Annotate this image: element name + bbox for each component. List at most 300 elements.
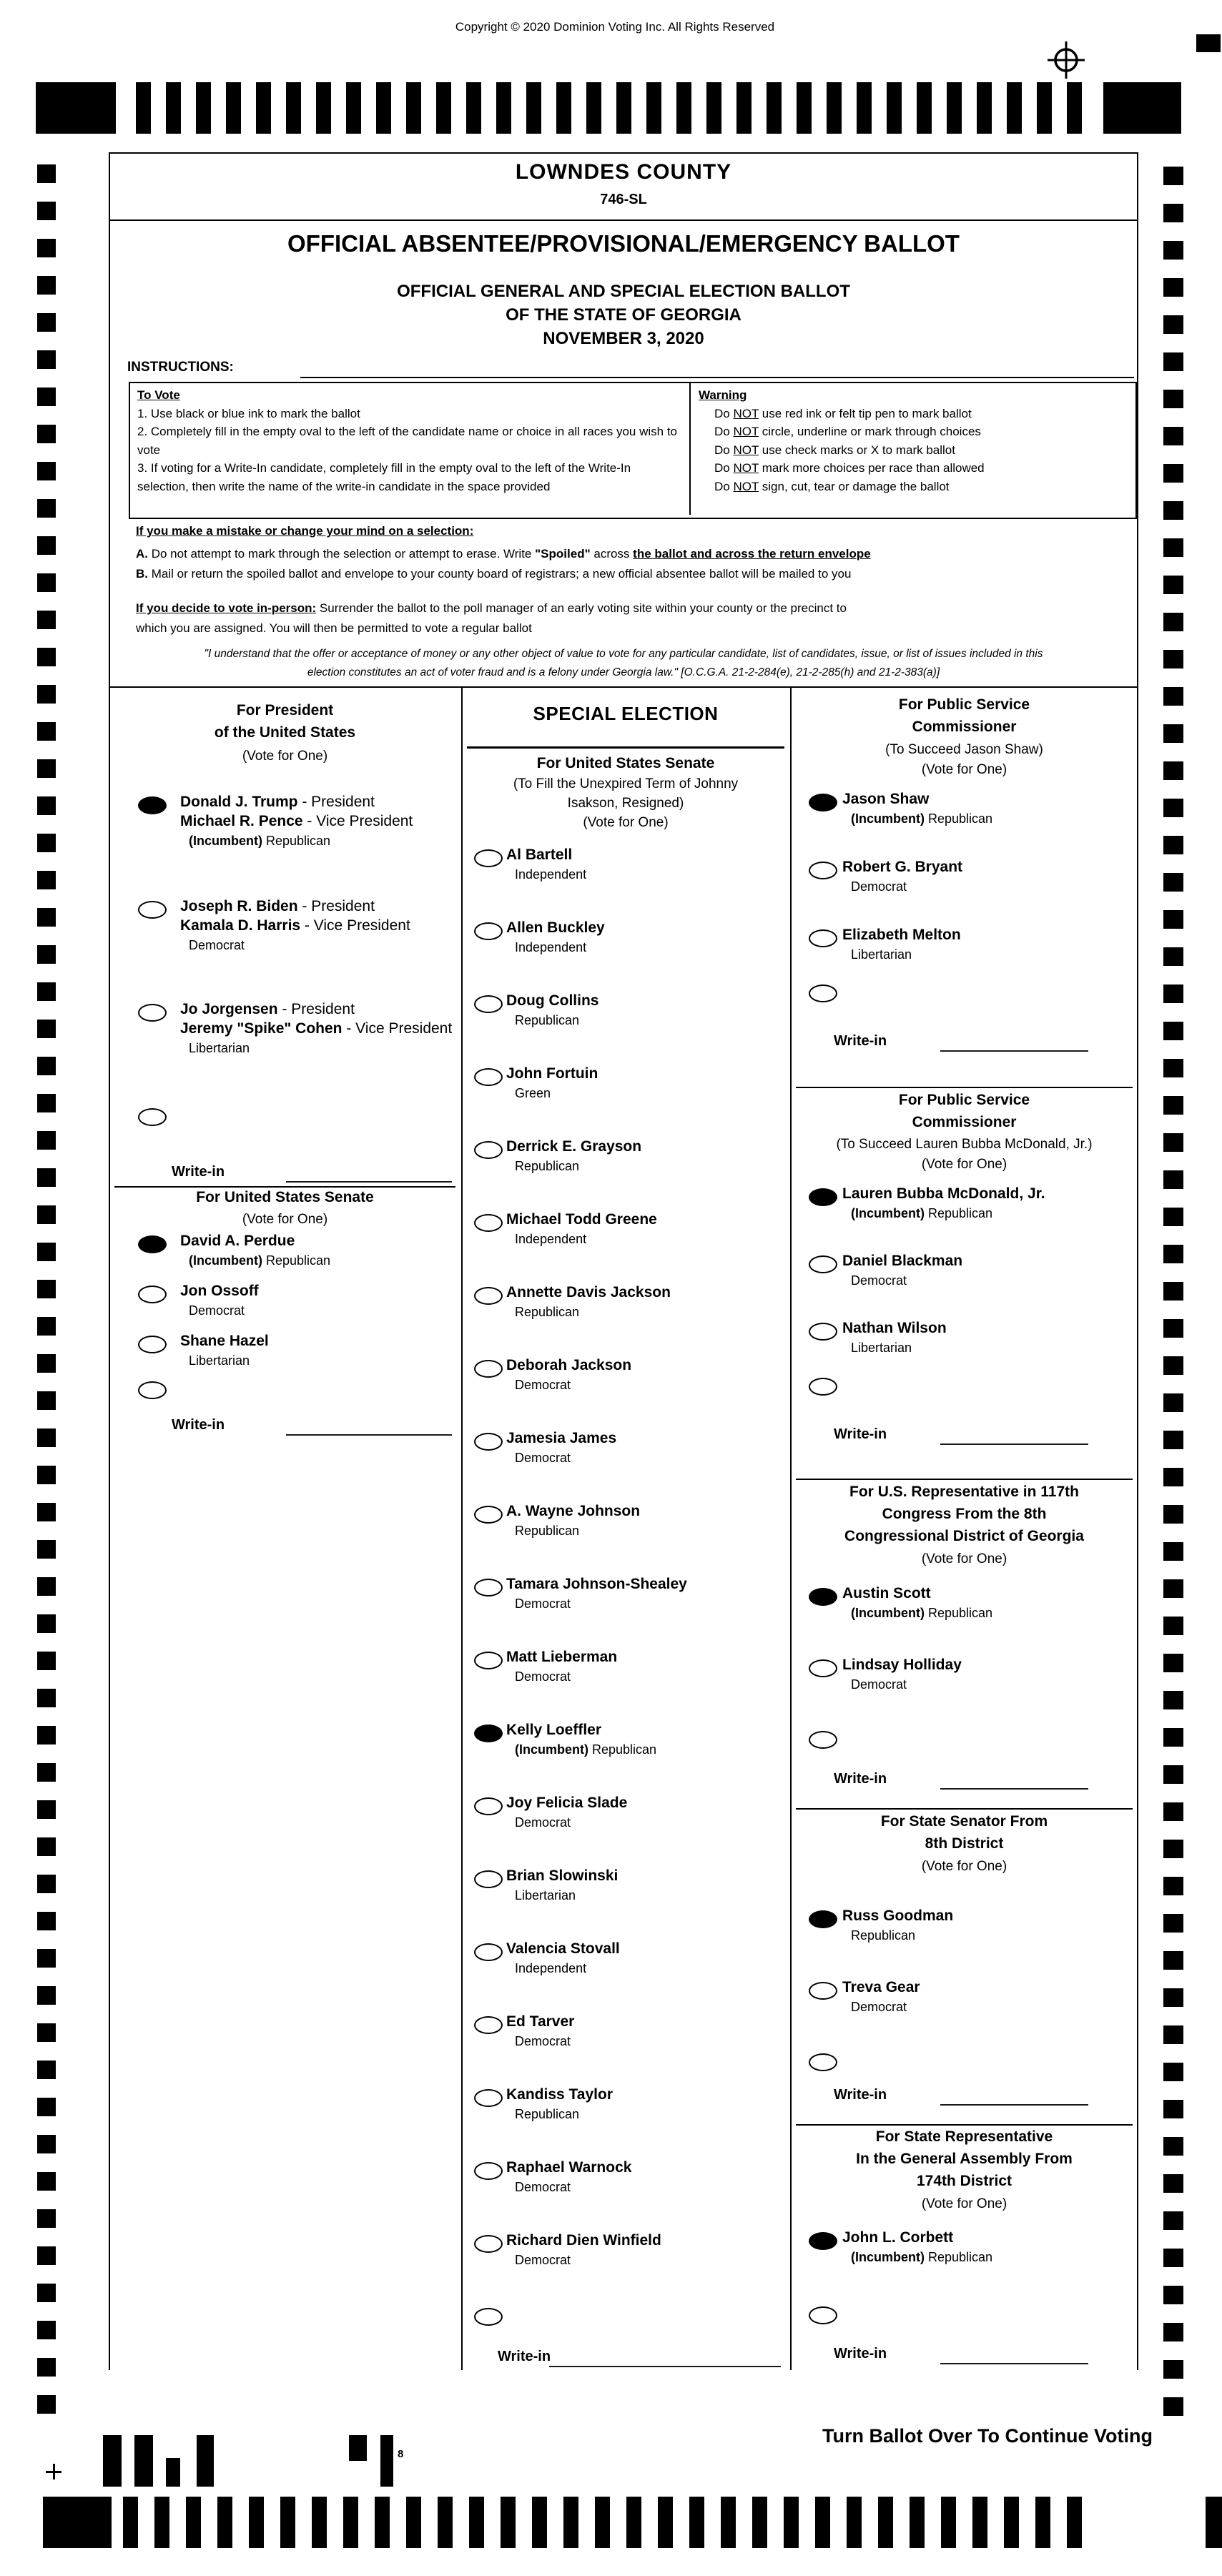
special-election-banner-rule (467, 746, 784, 749)
race-title-line: For U.S. Representative in 117th (849, 1484, 1079, 1500)
timing-mark (37, 2098, 56, 2116)
writein-label: Write-in (498, 2349, 551, 2364)
timing-mark (37, 2023, 56, 2042)
timing-mark (1163, 650, 1183, 668)
timing-mark (1007, 82, 1022, 134)
race-subtitle-line: Isakson, Resigned) (567, 796, 684, 811)
oval-psc-shaw-0[interactable] (809, 794, 837, 811)
candidate-name: Nathan Wilson (842, 1320, 947, 1336)
candidate-name: A. Wayne Johnson (506, 1503, 641, 1519)
oval-us-senate-special-11[interactable] (474, 1652, 503, 1669)
candidate-party: Democrat (515, 2253, 571, 2267)
timing-mark (136, 82, 151, 134)
timing-mark (1163, 687, 1183, 706)
timing-mark (1163, 1877, 1183, 1895)
oval-us-senate-special-14[interactable] (474, 1870, 503, 1888)
oval-state-senate-8-1[interactable] (809, 1982, 837, 2000)
timing-mark (1163, 984, 1183, 1003)
oval-us-senate-2[interactable] (138, 1336, 167, 1353)
candidate-name: Deborah Jackson (506, 1357, 632, 1373)
timing-mark (37, 1503, 56, 1521)
timing-mark (37, 722, 56, 741)
race-title-line: For United States Senate (536, 755, 715, 771)
timing-mark (1163, 2211, 1183, 2230)
timing-mark (375, 2497, 390, 2548)
candidate-name: Austin Scott (842, 1585, 931, 1602)
timing-mark (1163, 1431, 1183, 1449)
candidate-party: Libertarian (515, 1888, 576, 1903)
candidate-name: Richard Dien Winfield (506, 2232, 661, 2249)
candidate-name: Jeremy "Spike" Cohen - Vice President (180, 1020, 453, 1037)
timing-mark (977, 82, 992, 134)
mistake-b-label: B. (136, 567, 148, 581)
candidate-name: Joy Felicia Slade (506, 1795, 628, 1811)
timing-mark (37, 462, 56, 480)
candidate-party: Democrat (189, 1303, 245, 1318)
candidate-name: Matt Lieberman (506, 1649, 618, 1665)
candidate-party: Independent (515, 867, 587, 882)
candidate-name: Annette Davis Jackson (506, 1284, 671, 1301)
oval-psc-mcdonald-0[interactable] (809, 1188, 837, 1206)
race-subtitle-line: (Vote for One) (921, 1551, 1007, 1566)
oval-us-senate-writein[interactable] (138, 1381, 167, 1399)
candidate-name: Elizabeth Melton (842, 927, 961, 943)
candidate-party: (Incumbent) Republican (515, 1742, 657, 1757)
in-person-line1: If you decide to vote in-person: Surrender the ballot to the poll manager of an early voting site within your county or the precinct to (136, 601, 847, 615)
candidate-party: Republican (515, 1524, 580, 1538)
timing-mark (563, 2497, 578, 2548)
writein-line[interactable] (940, 1050, 1088, 1052)
candidate-party: Independent (515, 1232, 587, 1246)
in-person-line2: which you are assigned. You will then be permitted to vote a regular ballot (136, 621, 532, 635)
race-subtitle-line: (To Succeed Lauren Bubba McDonald, Jr.) (836, 1137, 1093, 1152)
timing-mark (1163, 2286, 1183, 2304)
timing-mark (37, 1354, 56, 1373)
oval-us-senate-special-13[interactable] (474, 1797, 503, 1815)
candidate-party: (Incumbent) Republican (851, 2250, 993, 2264)
timing-mark (616, 82, 631, 134)
timing-mark (1163, 1096, 1183, 1115)
timing-mark (37, 982, 56, 1001)
timing-mark (1163, 315, 1183, 334)
candidate-name: Al Bartell (506, 847, 573, 863)
oval-us-rep-8-writein[interactable] (809, 1731, 837, 1749)
election-title-line1: OFFICIAL GENERAL AND SPECIAL ELECTION BALLOT (397, 282, 850, 301)
timing-mark (887, 82, 902, 134)
timing-mark (496, 82, 511, 134)
timing-mark-block (36, 82, 116, 134)
oval-us-senate-special-18[interactable] (474, 2162, 503, 2180)
oval-us-senate-0[interactable] (138, 1235, 167, 1253)
timing-mark (736, 82, 752, 134)
timing-mark (37, 2135, 56, 2153)
race-title-line: For State Representative (875, 2128, 1053, 2145)
writein-label: Write-in (834, 1771, 887, 1787)
candidate-name: David A. Perdue (180, 1233, 295, 1249)
oval-president-writein[interactable] (138, 1108, 167, 1126)
oval-psc-mcdonald-2[interactable] (809, 1323, 837, 1341)
candidate-party: Independent (515, 940, 587, 954)
timing-mark (37, 611, 56, 629)
candidate-name: John Fortuin (506, 1065, 598, 1082)
timing-mark (1163, 1282, 1183, 1301)
writein-line[interactable] (549, 2366, 781, 2367)
oval-psc-mcdonald-writein[interactable] (809, 1378, 837, 1396)
timing-mark (37, 1540, 56, 1559)
candidate-party: Democrat (515, 1815, 571, 1830)
candidate-party: Libertarian (189, 1041, 250, 1055)
column-divider-1 (461, 688, 463, 2370)
candidate-party: Republican (515, 1159, 580, 1173)
timing-mark (917, 82, 932, 134)
timing-mark (280, 2497, 295, 2548)
timing-mark-block (1206, 2497, 1222, 2548)
timing-mark (972, 2497, 987, 2548)
timing-mark (1035, 2497, 1050, 2548)
candidate-name: Treva Gear (842, 1979, 920, 1995)
race-subtitle-line: (To Succeed Jason Shaw) (885, 742, 1043, 757)
writein-line[interactable] (940, 2363, 1088, 2364)
timing-mark (827, 82, 842, 134)
ballot-border-left (109, 152, 110, 2370)
race-separator (796, 1087, 1133, 1088)
race-subtitle-line: (Vote for One) (242, 749, 328, 764)
timing-mark (37, 1577, 56, 1596)
instructions-bottom-rule (109, 686, 1138, 688)
race-separator (114, 1186, 455, 1188)
oval-state-senate-8-writein[interactable] (809, 2053, 837, 2071)
candidate-name: Lindsay Holliday (842, 1657, 962, 1673)
oval-us-senate-special-12[interactable] (474, 1724, 503, 1742)
timing-mark (1163, 1133, 1183, 1152)
oval-us-senate-special-9[interactable] (474, 1506, 503, 1524)
oval-us-senate-special-3[interactable] (474, 1068, 503, 1086)
timing-mark (37, 239, 56, 257)
candidate-party: (Incumbent) Republican (851, 811, 993, 826)
registration-crosshair-icon (1043, 37, 1089, 83)
candidate-name: Kandiss Taylor (506, 2086, 613, 2103)
timing-mark (1163, 1914, 1183, 1933)
warning-item-5: Do NOT sign, cut, tear or damage the ballot (714, 479, 950, 493)
oval-state-rep-174-writein[interactable] (809, 2306, 837, 2324)
special-election-banner: SPECIAL ELECTION (533, 703, 719, 724)
oval-us-senate-special-10[interactable] (474, 1579, 503, 1597)
timing-mark (1163, 1393, 1183, 1412)
candidate-party: Republican (515, 1013, 580, 1027)
timing-mark (406, 2497, 421, 2548)
oval-state-rep-174-0[interactable] (809, 2232, 837, 2250)
race-subtitle-line: (To Fill the Unexpired Term of Johnny (513, 776, 739, 791)
timing-mark (37, 573, 56, 592)
timing-mark (37, 1243, 56, 1261)
to-vote-title: To Vote (137, 388, 180, 402)
timing-mark (1163, 1765, 1183, 1784)
oval-president-1[interactable] (138, 901, 167, 919)
timing-mark (316, 82, 331, 134)
timing-mark (37, 2172, 56, 2191)
timing-mark (1163, 1617, 1183, 1635)
timing-mark (526, 82, 541, 134)
timing-mark (1163, 204, 1183, 222)
oval-us-senate-special-4[interactable] (474, 1141, 503, 1159)
copyright-notice: Copyright © 2020 Dominion Voting Inc. All Rights Reserved (455, 20, 775, 34)
timing-mark (1163, 2137, 1183, 2156)
writein-line[interactable] (286, 1181, 452, 1183)
timing-mark (343, 2497, 358, 2548)
oval-psc-shaw-2[interactable] (809, 929, 837, 947)
oval-president-0[interactable] (138, 796, 167, 814)
oval-president-2[interactable] (138, 1004, 167, 1022)
instructions-label-rule (300, 377, 1134, 378)
warning-cell (699, 386, 1128, 495)
oval-psc-mcdonald-1[interactable] (809, 1255, 837, 1273)
writein-line[interactable] (940, 2104, 1088, 2106)
timing-mark (947, 82, 962, 134)
oval-us-senate-special-19[interactable] (474, 2235, 503, 2253)
timing-mark (689, 2497, 704, 2548)
timing-mark (37, 1466, 56, 1484)
oval-us-senate-special-6[interactable] (474, 1287, 503, 1305)
oval-us-senate-special-5[interactable] (474, 1214, 503, 1232)
race-title-line: 174th District (916, 2173, 1012, 2189)
candidate-party: Libertarian (189, 1353, 250, 1368)
timing-mark (767, 82, 782, 134)
timing-mark (1163, 2025, 1183, 2044)
race-subtitle-line: (Vote for One) (921, 762, 1007, 777)
mistake-a-label: A. (136, 547, 148, 561)
timing-mark (1163, 1468, 1183, 1486)
to-vote-cell (137, 386, 681, 495)
turn-ballot-over-text: Turn Ballot Over To Continue Voting (822, 2425, 1153, 2447)
timing-mark (154, 2497, 169, 2548)
header-rule (109, 219, 1138, 221)
oval-psc-shaw-writein[interactable] (809, 984, 837, 1002)
to-vote-items (137, 405, 681, 496)
timing-mark (752, 2497, 767, 2548)
mistake-item-a: A. Do not attempt to mark through the selection or attempt to erase. Write "Spoiled" across the ballot and across the return envelope (136, 547, 871, 561)
oval-us-rep-8-1[interactable] (809, 1659, 837, 1677)
candidate-name: Joseph R. Biden - President (180, 898, 375, 914)
candidate-party: (Incumbent) Republican (851, 1206, 993, 1220)
candidate-party: (Incumbent) Republican (851, 1606, 993, 1620)
timing-mark (37, 2395, 56, 2414)
timing-mark (37, 1763, 56, 1782)
timing-mark (1163, 1802, 1183, 1821)
candidate-name: Jason Shaw (842, 791, 930, 807)
timing-mark (37, 2358, 56, 2377)
writein-line[interactable] (286, 1434, 452, 1436)
timing-mark (501, 2497, 516, 2548)
candidate-name: Raphael Warnock (506, 2159, 632, 2176)
timing-mark (37, 1837, 56, 1856)
timing-mark (797, 82, 812, 134)
timing-mark (37, 1205, 56, 1224)
timing-mark (658, 2497, 673, 2548)
timing-mark (226, 82, 241, 134)
timing-mark (37, 1986, 56, 2005)
candidate-name: Lauren Bubba McDonald, Jr. (842, 1185, 1045, 1202)
timing-mark (595, 2497, 610, 2548)
candidate-name: Jon Ossoff (180, 1283, 259, 1299)
timing-mark (784, 2497, 799, 2548)
writein-line[interactable] (940, 1788, 1088, 1790)
timing-mark-block (43, 2497, 112, 2548)
race-title-line: Congressional District of Georgia (844, 1528, 1084, 1544)
candidate-party: Democrat (851, 1677, 907, 1692)
timing-mark (37, 499, 56, 518)
race-subtitle-line: (Vote for One) (921, 1859, 1007, 1874)
timing-mark (1163, 2360, 1183, 2379)
oval-us-senate-special-2[interactable] (474, 995, 503, 1013)
timing-mark (406, 82, 421, 134)
timing-mark (1163, 2063, 1183, 2081)
oval-us-senate-special-8[interactable] (474, 1433, 503, 1451)
oval-psc-shaw-1[interactable] (809, 862, 837, 879)
oval-us-senate-special-writein[interactable] (474, 2308, 503, 2326)
candidate-party: Republican (851, 1928, 916, 1943)
candidate-party: (Incumbent) Republican (189, 1253, 331, 1268)
timing-mark-block (1103, 82, 1181, 134)
warning-item-1: Do NOT use red ink or felt tip pen to mark ballot (714, 406, 972, 420)
timing-mark (37, 350, 56, 369)
mistake-title: If you make a mistake or change your mind on a selection: (136, 524, 474, 538)
timing-mark (1163, 1542, 1183, 1561)
timing-mark (1163, 352, 1183, 371)
race-title-line: In the General Assembly From (856, 2151, 1073, 2167)
timing-mark (37, 1614, 56, 1633)
timing-mark (1163, 1691, 1183, 1709)
candidate-party: (Incumbent) Republican (189, 834, 331, 848)
race-title-line: Commissioner (912, 1114, 1017, 1130)
candidate-name: Brian Slowinski (506, 1867, 619, 1884)
timing-mark (1163, 464, 1183, 483)
timing-mark (1163, 910, 1183, 929)
timing-mark (847, 2497, 862, 2548)
timing-mark (1163, 427, 1183, 445)
writein-label: Write-in (834, 2346, 887, 2362)
timing-mark (1163, 576, 1183, 594)
timing-mark (37, 1020, 56, 1038)
timing-mark (37, 202, 56, 220)
timing-mark (286, 82, 301, 134)
writein-label: Write-in (834, 2087, 887, 2103)
warning-title: Warning (699, 388, 747, 402)
timing-mark (1163, 1951, 1183, 1970)
candidate-name: Donald J. Trump - President (180, 794, 375, 810)
in-person-title: If you decide to vote in-person: (136, 601, 317, 615)
candidate-name: Tamara Johnson-Shealey (506, 1576, 687, 1592)
timing-mark (721, 2497, 736, 2548)
timing-mark (1163, 278, 1183, 297)
timing-mark (532, 2497, 547, 2548)
timing-mark (1163, 1022, 1183, 1040)
timing-mark (37, 536, 56, 555)
barcode-bar (166, 2458, 180, 2487)
candidate-name: Jo Jorgensen - President (180, 1001, 355, 1017)
oval-us-senate-special-0[interactable] (474, 849, 503, 867)
timing-mark (1163, 761, 1183, 780)
ballot-border-right (1137, 152, 1138, 2370)
ballot-type-title: OFFICIAL ABSENTEE/PROVISIONAL/EMERGENCY BALLOT (287, 230, 960, 257)
candidate-name: Doug Collins (506, 992, 599, 1009)
timing-mark (1163, 1208, 1183, 1226)
writein-label: Write-in (172, 1417, 225, 1433)
candidate-party: Republican (515, 2107, 580, 2121)
warning-items (699, 405, 1128, 496)
candidate-name: Kelly Loeffler (506, 1722, 602, 1738)
to-vote-item-2: 2. Completely fill in the empty oval to the left of the candidate name or choice in all races you wish to vote (137, 425, 678, 457)
timing-mark (1163, 1245, 1183, 1263)
candidate-name: Kamala D. Harris - Vice President (180, 917, 410, 934)
oval-us-rep-8-0[interactable] (809, 1588, 837, 1606)
race-separator (796, 2124, 1133, 2126)
timing-mark (1163, 2323, 1183, 2341)
warning-item-3: Do NOT use check marks or X to mark ballot (714, 443, 955, 457)
timing-mark (37, 1949, 56, 1968)
oval-us-senate-1[interactable] (138, 1285, 167, 1303)
timing-mark (1163, 1988, 1183, 2007)
race-subtitle-line: (Vote for One) (921, 2196, 1007, 2211)
timing-mark (857, 82, 872, 134)
timing-mark (1004, 2497, 1019, 2548)
race-title-line: of the United States (214, 724, 356, 741)
candidate-name: Jamesia James (506, 1430, 617, 1446)
race-title-line: For Public Service (898, 1092, 1030, 1108)
timing-mark (37, 1057, 56, 1075)
timing-mark (196, 82, 211, 134)
candidate-name: Daniel Blackman (842, 1253, 963, 1269)
timing-mark (37, 1875, 56, 1893)
timing-mark (186, 2497, 201, 2548)
timing-mark (37, 164, 56, 183)
to-vote-item-3: 3. If voting for a Write-In candidate, completely fill in the empty oval to the left of the Write-In selection, then write the name of the write-in candidate in the space provided (137, 461, 631, 493)
timing-mark (436, 82, 451, 134)
barcode-glyph: 8 (398, 2448, 404, 2460)
timing-mark (37, 945, 56, 964)
oval-state-senate-8-0[interactable] (809, 1910, 837, 1928)
timing-mark (626, 2497, 641, 2548)
timing-mark (910, 2497, 925, 2548)
timing-mark (37, 796, 56, 815)
candidate-party: Democrat (515, 1597, 571, 1611)
timing-mark (256, 82, 271, 134)
timing-mark (1163, 501, 1183, 520)
precinct-code: 746-SL (600, 192, 647, 207)
timing-mark (1163, 2174, 1183, 2193)
instructions-label: INSTRUCTIONS: (127, 360, 234, 375)
timing-mark (1163, 613, 1183, 631)
timing-mark (646, 82, 661, 134)
county-title: LOWNDES COUNTY (515, 160, 732, 184)
election-date: NOVEMBER 3, 2020 (543, 329, 704, 348)
timing-mark (466, 82, 481, 134)
timing-mark (1163, 1059, 1183, 1077)
oval-us-senate-special-7[interactable] (474, 1360, 503, 1378)
race-title-line: For President (236, 702, 334, 719)
candidate-name: Robert G. Bryant (842, 859, 963, 875)
writein-label: Write-in (172, 1164, 225, 1180)
oval-us-senate-special-1[interactable] (474, 922, 503, 940)
mistake-item-b: B. Mail or return the spoiled ballot and envelope to your county board of registrars; a new official absentee ballot will be mailed to you (136, 567, 852, 581)
oval-us-senate-special-16[interactable] (474, 2016, 503, 2034)
writein-line[interactable] (940, 1444, 1088, 1445)
oval-us-senate-special-15[interactable] (474, 1943, 503, 1961)
timing-mark (37, 834, 56, 852)
writein-label: Write-in (834, 1426, 887, 1442)
timing-mark (37, 1428, 56, 1447)
timing-mark (1163, 799, 1183, 817)
oval-us-senate-special-17[interactable] (474, 2089, 503, 2107)
